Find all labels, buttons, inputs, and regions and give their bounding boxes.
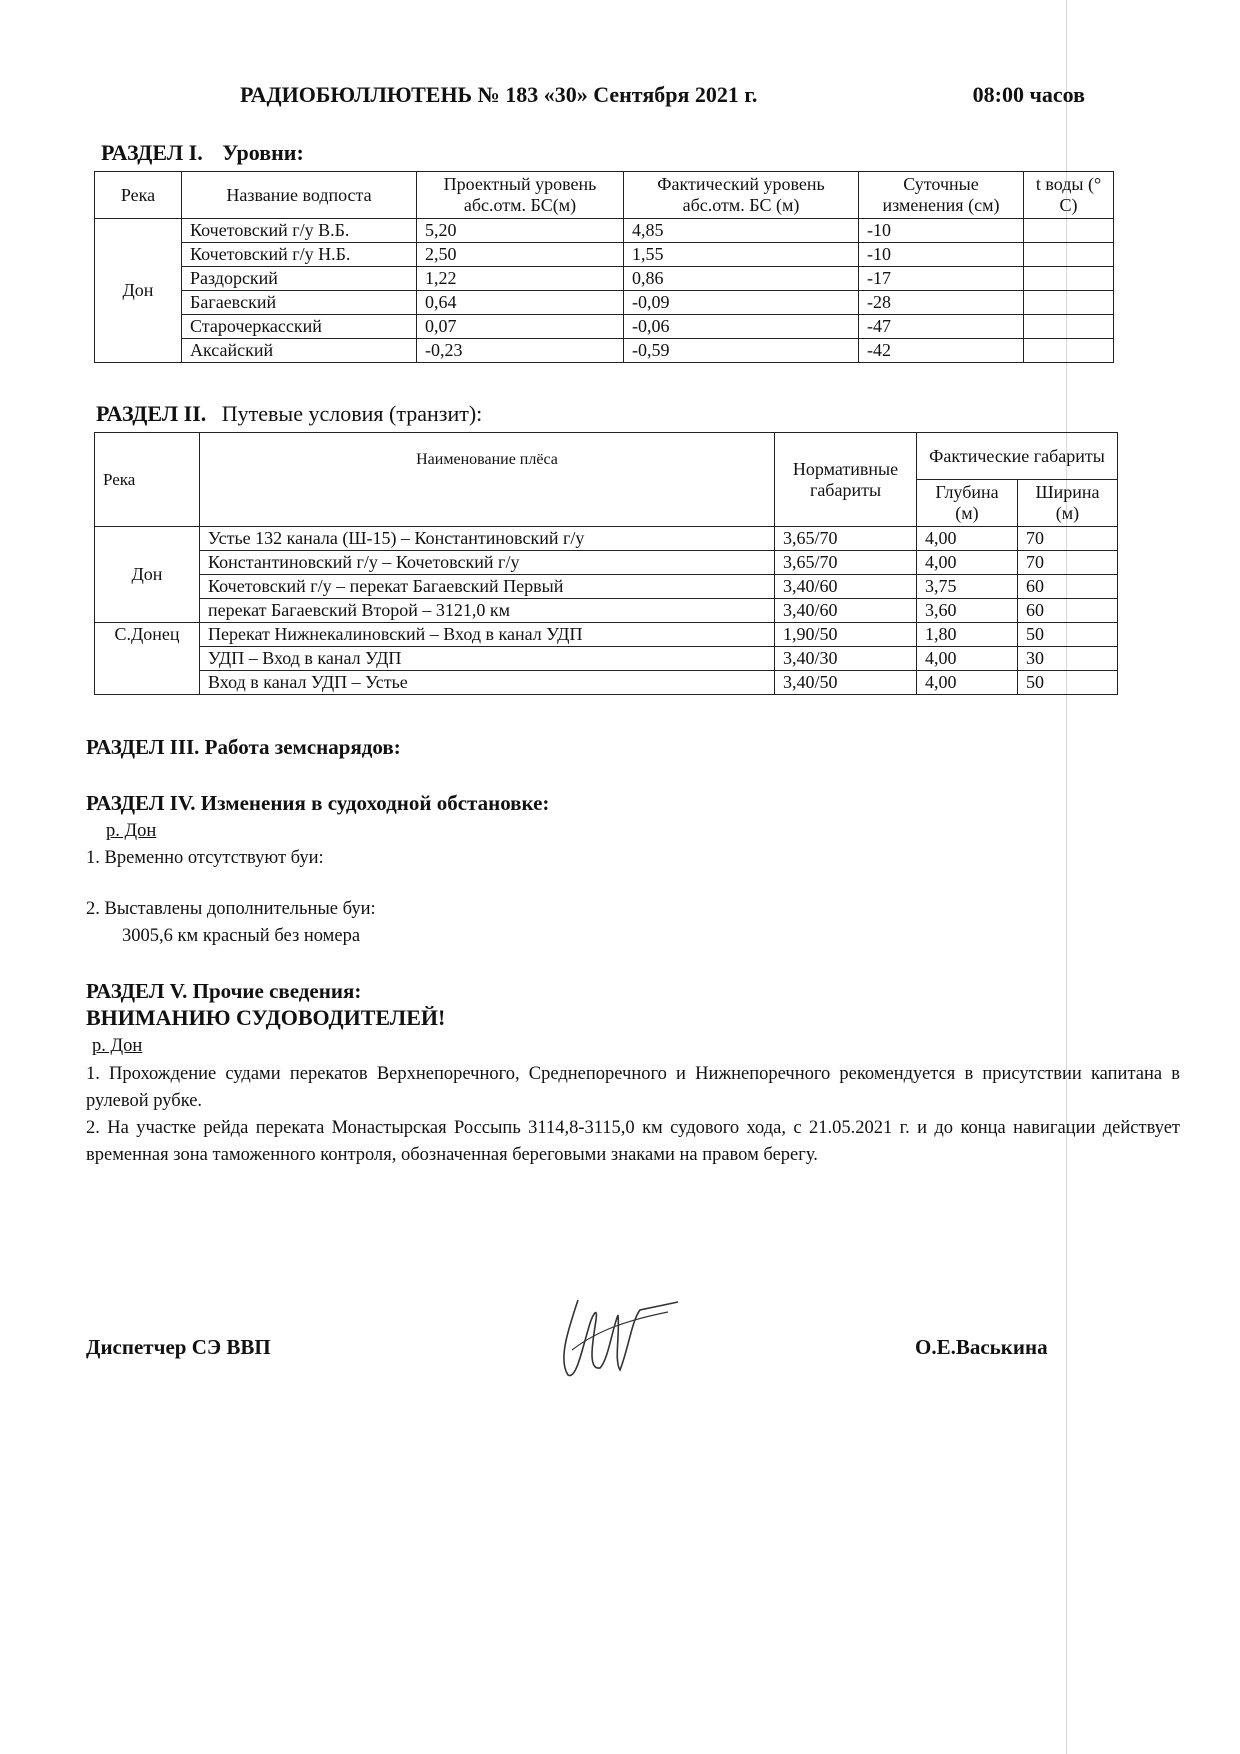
reach-name: перекат Багаевский Второй – 3121,0 км xyxy=(200,599,775,623)
depth: 3,60 xyxy=(917,599,1018,623)
width: 60 xyxy=(1018,599,1118,623)
col-width: Ширина (м) xyxy=(1018,480,1118,527)
water-temp xyxy=(1024,243,1114,267)
water-temp xyxy=(1024,267,1114,291)
bulletin-header xyxy=(240,82,1085,108)
list-item-detail: 3005,6 км красный без номера xyxy=(122,926,361,946)
normative-dims: 3,40/50 xyxy=(775,671,917,695)
table-row xyxy=(95,671,1118,695)
post-name: Старочеркасский xyxy=(182,315,417,339)
col-actual-dims: Фактические габариты xyxy=(917,433,1118,480)
width: 50 xyxy=(1018,623,1118,647)
levels-header-row xyxy=(95,172,1114,219)
col-river: Река xyxy=(95,172,182,219)
normative-dims: 1,90/50 xyxy=(775,623,917,647)
actual-level: -0,06 xyxy=(624,315,859,339)
depth: 4,00 xyxy=(917,671,1018,695)
list-item: 1. Временно отсутствуют буи: xyxy=(86,848,324,868)
depth: 1,80 xyxy=(917,623,1018,647)
table-row xyxy=(95,339,1114,363)
transit-header-row xyxy=(95,433,1118,480)
width: 70 xyxy=(1018,551,1118,575)
width: 60 xyxy=(1018,575,1118,599)
col-depth: Глубина (м) xyxy=(917,480,1018,527)
daily-change: -47 xyxy=(859,315,1024,339)
water-temp xyxy=(1024,315,1114,339)
normative-dims: 3,40/30 xyxy=(775,647,917,671)
water-temp xyxy=(1024,219,1114,243)
section2-label: РАЗДЕЛ II. xyxy=(96,401,207,426)
section5-title: РАЗДЕЛ V. Прочие сведения: xyxy=(86,979,362,1003)
reach-name: УДП – Вход в канал УДП xyxy=(200,647,775,671)
reach-name: Устье 132 канала (Ш-15) – Константиновский г/у xyxy=(200,527,775,551)
daily-change: -28 xyxy=(859,291,1024,315)
depth: 3,75 xyxy=(917,575,1018,599)
table-row xyxy=(95,291,1114,315)
col-project-level: Проектный уровень абс.отм. БС(м) xyxy=(417,172,624,219)
col-actual-level: Фактический уровень абс.отм. БС (м) xyxy=(624,172,859,219)
handwritten-signature xyxy=(548,1290,688,1385)
depth: 4,00 xyxy=(917,551,1018,575)
col-post-name: Название водпоста xyxy=(182,172,417,219)
section1-title: Уровни: xyxy=(222,140,304,165)
width: 50 xyxy=(1018,671,1118,695)
river-cell: С.Донец xyxy=(95,623,200,695)
project-level: 0,64 xyxy=(417,291,624,315)
actual-level: 0,86 xyxy=(624,267,859,291)
table-row xyxy=(95,647,1118,671)
section5-subheading xyxy=(86,1005,445,1031)
section1-heading xyxy=(101,140,304,166)
col-reach-name: Наименование плёса xyxy=(200,433,775,527)
notice-paragraph-2: 2. На участке рейда переката Монастырская Россыпь 3114,8-3115,0 км судового хода, с 21.05.2021 г. и до конца навигации действует временная зона таможенного контроля, обозначенная береговыми знаками на правом берегу. xyxy=(86,1118,1180,1165)
section4-title: РАЗДЕЛ IV. Изменения в судоходной обстановке: xyxy=(86,791,550,815)
bulletin-time: 08:00 часов xyxy=(972,82,1085,107)
reach-name: Перекат Нижнекалиновский – Вход в канал УДП xyxy=(200,623,775,647)
width: 30 xyxy=(1018,647,1118,671)
notice-paragraph-1: 1. Прохождение судами перекатов Верхнепоречного, Среднепоречного и Нижнепоречного рекомендуется в присутствии капитана в рулевой рубке. xyxy=(86,1064,1180,1111)
list-item: 2. Выставлены дополнительные буи: xyxy=(86,899,376,919)
transit-table xyxy=(94,432,1118,695)
dispatcher-name: О.Е.Васькина xyxy=(915,1335,1048,1359)
col-normative: Нормативные габариты xyxy=(775,433,917,527)
depth: 4,00 xyxy=(917,647,1018,671)
section4-river: р. Дон xyxy=(106,821,157,841)
section5-river: р. Дон xyxy=(92,1036,143,1056)
table-row xyxy=(95,315,1114,339)
daily-change: -17 xyxy=(859,267,1024,291)
actual-level: 4,85 xyxy=(624,219,859,243)
section1-label: РАЗДЕЛ I. xyxy=(101,140,203,165)
col-river: Река xyxy=(95,433,200,527)
col-daily-change: Суточные изменения (см) xyxy=(859,172,1024,219)
col-water-temp: t воды (° С) xyxy=(1024,172,1114,219)
reach-name: Вход в канал УДП – Устье xyxy=(200,671,775,695)
project-level: -0,23 xyxy=(417,339,624,363)
section2-title: Путевые условия (транзит): xyxy=(221,401,483,426)
dispatcher-role: Диспетчер СЭ ВВП xyxy=(86,1335,271,1359)
post-name: Аксайский xyxy=(182,339,417,363)
depth: 4,00 xyxy=(917,527,1018,551)
project-level: 0,07 xyxy=(417,315,624,339)
table-row xyxy=(95,267,1114,291)
table-row xyxy=(95,219,1114,243)
section5-subtitle: ВНИМАНИЮ СУДОВОДИТЕЛЕЙ! xyxy=(86,1005,446,1030)
river-cell: Дон xyxy=(95,527,200,623)
river-cell: Дон xyxy=(95,219,182,363)
post-name: Кочетовский г/у В.Б. xyxy=(182,219,417,243)
daily-change: -10 xyxy=(859,243,1024,267)
post-name: Багаевский xyxy=(182,291,417,315)
water-temp xyxy=(1024,339,1114,363)
project-level: 2,50 xyxy=(417,243,624,267)
table-row xyxy=(95,527,1118,551)
section4-heading xyxy=(86,791,549,816)
actual-level: -0,59 xyxy=(624,339,859,363)
project-level: 1,22 xyxy=(417,267,624,291)
normative-dims: 3,65/70 xyxy=(775,551,917,575)
post-name: Раздорский xyxy=(182,267,417,291)
section3-title: РАЗДЕЛ III. Работа земснарядов: xyxy=(86,735,401,759)
water-temp xyxy=(1024,291,1114,315)
bulletin-title: РАДИОБЮЛЛЮТЕНЬ № 183 «30» Сентября 2021 г. xyxy=(240,82,758,107)
section5-heading xyxy=(86,979,361,1004)
normative-dims: 3,40/60 xyxy=(775,575,917,599)
reach-name: Константиновский г/у – Кочетовский г/у xyxy=(200,551,775,575)
section3-heading xyxy=(86,735,401,760)
normative-dims: 3,40/60 xyxy=(775,599,917,623)
table-row xyxy=(95,623,1118,647)
daily-change: -10 xyxy=(859,219,1024,243)
table-row xyxy=(95,599,1118,623)
post-name: Кочетовский г/у Н.Б. xyxy=(182,243,417,267)
actual-level: 1,55 xyxy=(624,243,859,267)
daily-change: -42 xyxy=(859,339,1024,363)
project-level: 5,20 xyxy=(417,219,624,243)
width: 70 xyxy=(1018,527,1118,551)
table-row xyxy=(95,575,1118,599)
table-row xyxy=(95,551,1118,575)
levels-table xyxy=(94,171,1114,363)
section2-heading xyxy=(96,401,482,427)
reach-name: Кочетовский г/у – перекат Багаевский Первый xyxy=(200,575,775,599)
table-row xyxy=(95,243,1114,267)
normative-dims: 3,65/70 xyxy=(775,527,917,551)
actual-level: -0,09 xyxy=(624,291,859,315)
